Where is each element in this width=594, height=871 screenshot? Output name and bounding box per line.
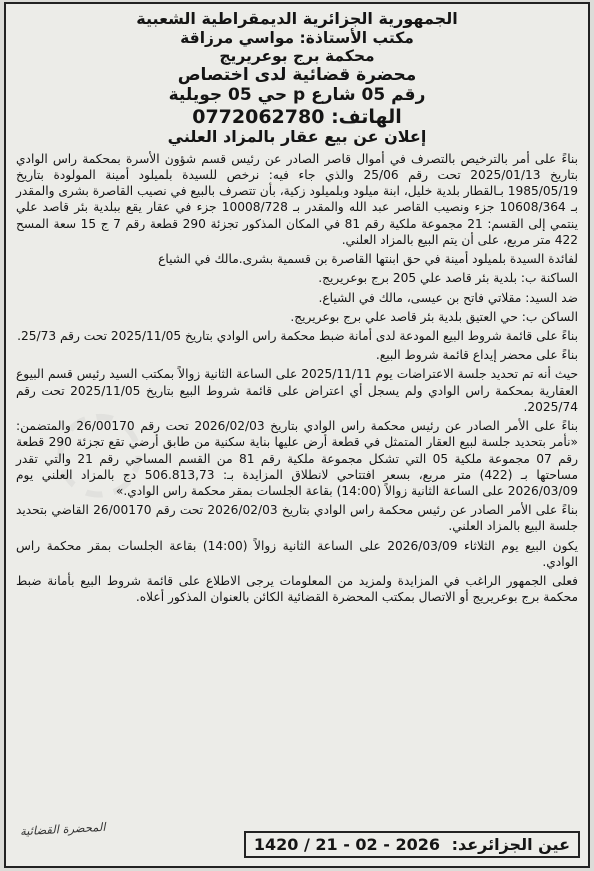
phone-number: 0772062780 xyxy=(192,105,325,128)
paragraph-deposit-report: بناءً على محضر إيداع قائمة شروط البيع. xyxy=(375,348,578,363)
footer xyxy=(6,819,588,858)
reference-box xyxy=(244,831,580,858)
paragraph-sale-date: يكون البيع يوم الثلاثاء 2026/03/09 على الساعة الثانية زوالاً (14:00) بقاعة الجلسات بمقر محكمة راس الوادي. xyxy=(16,538,578,569)
paragraph-public-notice: فعلى الجمهور الراغب في المزايدة ولمزيد من المعلومات يرجى الاطلاع على قائمة شروط البيع بأمانة ضبط محكمة برج بوعريريج أو الاتصال بمكتب المحضرة القضائية الكائن بالعنوان المذكور أعلاه. xyxy=(16,574,578,605)
announcement-page xyxy=(4,2,590,868)
office-name: مكتب الأستاذة: مواسي مرزاقة xyxy=(180,28,414,47)
paragraph-against-address: الساكن ب: حي العتيق بلدية بئر قاصد علي برج بوعريريج. xyxy=(290,309,578,324)
header xyxy=(6,4,588,147)
announcement-body xyxy=(6,151,588,606)
paragraph-session-order: بناءً على الأمر الصادر عن رئيس محكمة راس الوادي بتاريخ 2026/02/03 تحت رقم 26/00170 القاضي بتحديد جلسة البيع بالمزاد العلني. xyxy=(16,503,579,534)
phone-label: الهاتف: xyxy=(331,105,402,128)
paragraph-order: بناءً على الأمر الصادر عن رئيس محكمة راس الوادي بتاريخ 2026/02/03 تحت رقم 26/00170 والمتضمن: «نأمر بتحديد جلسة لبيع العقار المتمثل في قطعة أرض عليها بناية سكنية من طابق أرضي تقع تجزئة 290 قطعة رقم 07 مجموعة ملكية 05 التي تشكل مجموعة ملكية رقم 81 من القسم المساحي رقم 21 والتي تقدر مساحتها بـ (422) متر مربع، بسعر افتتاحي لانطلاق المزايدة بـ: 506.813,73 دج بالمزاد العلني يوم 2026/03/09 على الساعة الثانية زوالاً (14:00) بقاعة الجلسات بمقر محكمة راس الوادي.» xyxy=(16,419,579,498)
paragraph-against: ضد السيد: مقلاتي فاتح بن عيسى، مالك في الشياع. xyxy=(318,290,578,305)
phone-line xyxy=(6,106,588,128)
paragraph-objections: حيث أنه تم تحديد جلسة الاعتراضات يوم 2025/11/11 على الساعة الثانية زوالاً بمكتب السيد رئيس قسم البيوع العقارية بمحكمة راس الوادي ولم يسجل أي اعتراض على قائمة شروط البيع بتاريخ 2025/11/05 تحت رقم 2025/74. xyxy=(16,367,578,414)
court-name: محكمة برج بوعريريج xyxy=(219,47,375,66)
paragraph-authorization: بناءً على أمر بالترخيص بالتصرف في أموال قاصر الصادر عن رئيس قسم شؤون الأسرة بمحكمة راس الوادي بتاريخ 2025/01/13 تحت رقم 25/06 والذي جاء فيه: نرخص للسيدة بلميلود أمينة المولودة بتاريخ 1985/05/19 بـالقطار بلدية خليل، ابنة ميلود وبلميلود زكية، بأن تتصرف بالبيع في نصيب القاصرة بشرى والمقدر بـ 10608/364 جزء ونصيب القاصر عبد الله والمقدر بـ 10008/728 جزء في عقار يقع ببلدية بئر قاصد علي ينتمي إلى القسم: 21 مجموعة ملكية رقم 81 في المكان المذكور تجزئة 290 قطعة رقم 7 ج 15 سعة المسح 422 متر مربع، على أن يتم البيع بالمزاد العلني. xyxy=(16,151,578,247)
paragraph-beneficiary-address: الساكنة ب: بلدية بئر قاصد علي 205 برج بوعريريج. xyxy=(318,271,578,286)
paragraph-beneficiary: لفائدة السيدة بلميلود أمينة في حق ابنتها القاصرة بن قسمية بشرى.مالك في الشياع xyxy=(158,252,578,267)
paragraph-conditions-list: بناءً على قائمة شروط البيع المودعة لدى أمانة ضبط محكمة راس الوادي بتاريخ 2025/11/05 تحت رقم 25/73. xyxy=(17,329,578,343)
reference-label: عين الجزائرعد: xyxy=(451,835,570,854)
signature-stamp: المحضرة القضائية xyxy=(19,819,106,839)
report-heading: محضرة قضائية لدى اختصاص xyxy=(177,65,417,86)
reference-number: 1420 / 21 - 02 - 2026 xyxy=(253,835,440,854)
republic-title: الجمهورية الجزائرية الديمقراطية الشعبية xyxy=(136,9,458,28)
announcement-title: إعلان عن بيع عقار بالمزاد العلني xyxy=(167,126,427,146)
office-address: رقم 05 شارع p حي 05 جويلية xyxy=(168,85,426,106)
